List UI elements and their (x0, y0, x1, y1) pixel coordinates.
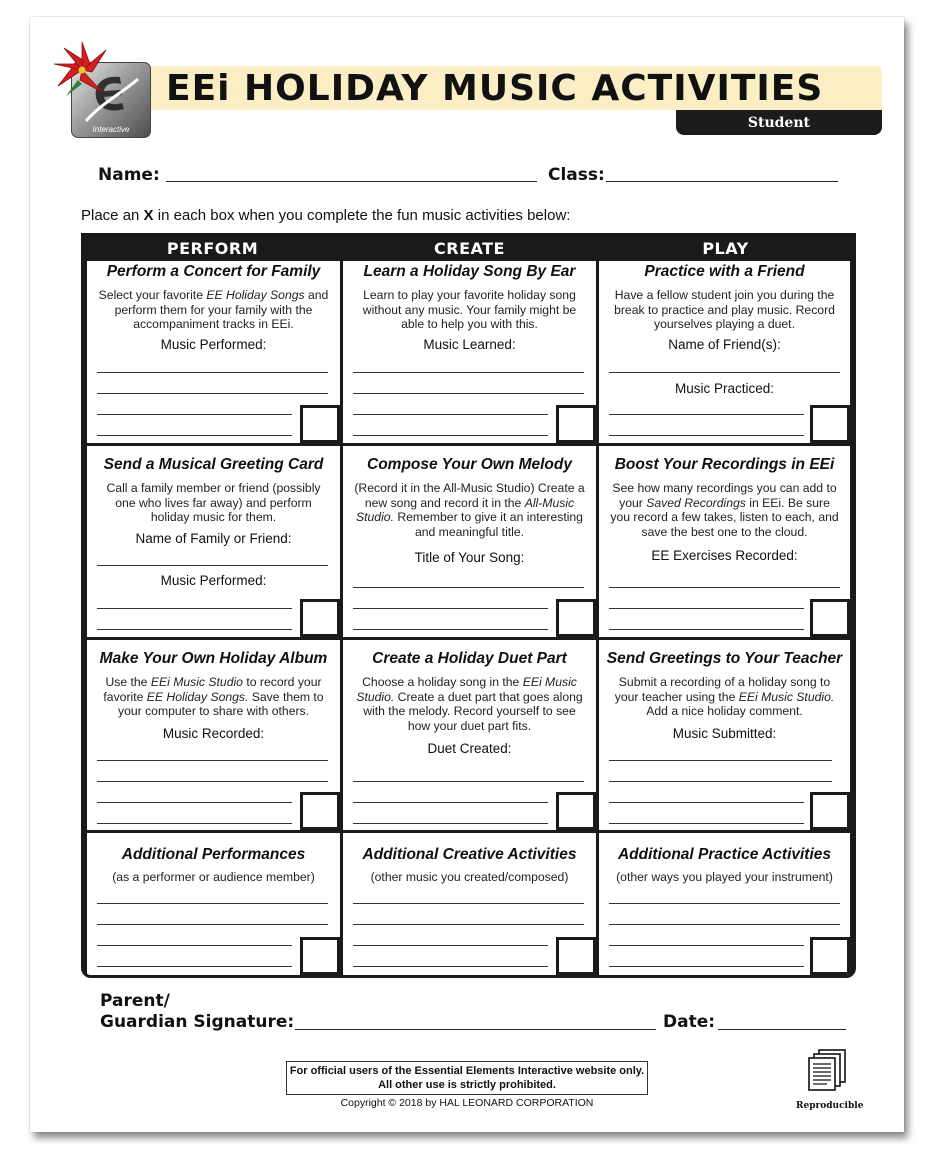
write-line[interactable] (353, 372, 584, 373)
activity-cell (343, 446, 596, 637)
activity-title: Send a Musical Greeting Card (103, 456, 324, 473)
date-label: Date: (663, 1012, 716, 1032)
column-header-create: CREATE (434, 239, 505, 258)
write-line[interactable] (353, 781, 584, 782)
desc-part: Add a nice holiday comment. (646, 704, 803, 719)
write-line[interactable] (609, 966, 804, 967)
poinsettia-icon (52, 40, 112, 100)
completion-checkbox[interactable] (300, 405, 340, 443)
usage-notice (286, 1061, 648, 1095)
write-line[interactable] (353, 435, 548, 436)
desc-italic: EEi Music Studio. (356, 675, 577, 704)
desc-italic: All-Music Studio. (356, 495, 575, 525)
usage-notice-line2: All other use is strictly prohibited. (378, 1079, 556, 1091)
desc-part: in EEi. Be sure you record a few takes, listen to each, and save the best one to the cloud. (610, 495, 839, 539)
activity-cell (599, 833, 850, 975)
completion-checkbox[interactable] (300, 792, 340, 830)
activity-description (353, 481, 586, 539)
write-line[interactable] (353, 945, 548, 946)
name-field[interactable] (166, 181, 537, 182)
column-header-play: PLAY (702, 239, 749, 258)
write-line[interactable] (97, 903, 328, 904)
write-line[interactable] (97, 924, 328, 925)
desc-part: Remember to give it an interesting and meaningful title. (393, 510, 583, 539)
reproducible-label: Reproducible (796, 1101, 864, 1111)
activity-title: Compose Your Own Melody (367, 456, 572, 473)
activity-title: Additional Performances (121, 846, 306, 863)
completion-checkbox[interactable] (556, 937, 596, 975)
activity-description (353, 675, 586, 733)
guardian-signature-label: Guardian Signature: (100, 1012, 295, 1032)
write-line[interactable] (609, 924, 840, 925)
desc-part: and perform them for your family with the accompaniment tracks in EEi. (114, 288, 329, 332)
activity-cell (343, 640, 596, 830)
write-line[interactable] (353, 903, 584, 904)
write-line[interactable] (97, 823, 292, 824)
write-line[interactable] (97, 414, 292, 415)
write-line[interactable] (353, 608, 548, 609)
desc-part: Use the (105, 675, 151, 689)
class-field[interactable] (606, 181, 838, 182)
activity-title: Boost Your Recordings in EEi (614, 456, 835, 473)
desc-italic: EE Holiday Songs (206, 288, 305, 302)
write-line[interactable] (97, 966, 292, 967)
completion-checkbox[interactable] (810, 792, 850, 830)
completion-checkbox[interactable] (810, 937, 850, 975)
write-line[interactable] (97, 372, 328, 373)
completion-checkbox[interactable] (300, 937, 340, 975)
desc-part: See how many recordings you can add to your (612, 481, 837, 510)
date-field[interactable] (718, 1029, 846, 1030)
activity-field-label: Music Learned: (423, 337, 516, 352)
instructions-mark: X (143, 207, 154, 224)
desc-part: Create a duet part that goes along with the melody. Record yourself to see how your duet part fits. (363, 689, 583, 733)
completion-checkbox[interactable] (556, 599, 596, 637)
completion-checkbox[interactable] (556, 405, 596, 443)
write-line[interactable] (609, 372, 840, 373)
usage-notice-line1: For official users of the Essential Elements Interactive website only. (289, 1065, 645, 1077)
write-line[interactable] (353, 393, 584, 394)
write-line[interactable] (97, 435, 292, 436)
completion-checkbox[interactable] (300, 599, 340, 637)
write-line[interactable] (609, 414, 804, 415)
activity-cell (343, 833, 596, 975)
activity-title: Create a Holiday Duet Part (372, 650, 567, 667)
activity-description (97, 288, 330, 332)
activity-field-label: Duet Created: (427, 741, 512, 756)
write-line[interactable] (353, 629, 548, 630)
write-line[interactable] (609, 823, 804, 824)
activity-cell (87, 640, 340, 830)
write-line[interactable] (97, 802, 292, 803)
desc-part: Submit a recording of a holiday song to your teacher using the (614, 675, 831, 704)
activity-field-label: Name of Friend(s): (668, 337, 781, 352)
activity-field-label: Music Performed: (160, 573, 267, 588)
write-line[interactable] (609, 945, 804, 946)
write-line[interactable] (609, 608, 804, 609)
desc-part: (Record it in the All-Music Studio) Create a new song and record it in the (354, 481, 585, 510)
parent-label: Parent/ (100, 991, 170, 1011)
grid-header (84, 236, 853, 261)
activity-description (609, 481, 840, 539)
desc-part: Save them to your computer to share with others. (117, 689, 324, 719)
completion-checkbox[interactable] (556, 792, 596, 830)
instructions-end: in each box when you complete the fun music activities below: (153, 207, 571, 224)
activity-cell (87, 261, 340, 443)
activity-description: (as a performer or audience member) (112, 870, 315, 884)
write-line[interactable] (97, 393, 328, 394)
write-line[interactable] (609, 435, 804, 436)
write-line[interactable] (353, 823, 548, 824)
instructions-start: Place an (81, 207, 144, 224)
write-line[interactable] (97, 945, 292, 946)
write-line[interactable] (609, 802, 804, 803)
activity-title: Additional Practice Activities (617, 846, 832, 863)
activity-field-label: EE Exercises Recorded: (651, 548, 798, 563)
activity-description: (other ways you played your instrument) (616, 870, 833, 884)
desc-italic: Saved Recordings (646, 495, 746, 510)
desc-part: Select your favorite (98, 288, 207, 302)
write-line[interactable] (353, 414, 548, 415)
activity-description: Learn to play your favorite holiday song without any music. Your family might be able to help you with this. (362, 288, 577, 332)
class-label: Class: (548, 165, 605, 185)
activity-cell (87, 833, 340, 975)
write-line[interactable] (97, 781, 328, 782)
activity-description: (other music you created/composed) (370, 870, 569, 884)
activity-field-label: Name of Family or Friend: (135, 531, 292, 546)
activity-cell (343, 261, 596, 443)
copy-pages-icon (805, 1048, 849, 1094)
activity-description: Have a fellow student join you during the break to practice and play music. Record yourselves playing a duet. (614, 288, 835, 332)
logo-text: Interactive (92, 125, 130, 134)
activity-title: Send Greetings to Your Teacher (606, 650, 843, 667)
write-line[interactable] (353, 587, 584, 588)
activity-field-label: Music Recorded: (162, 726, 265, 741)
activity-description: Call a family member or friend (possibly one who lives far away) and perform holiday music for them. (106, 481, 321, 525)
copyright: Copyright © 2018 by HAL LEONARD CORPORATION (340, 1097, 594, 1109)
desc-italic: EE Holiday Songs. (146, 689, 249, 704)
desc-part: Choose a holiday song in the (362, 675, 523, 689)
reproducible-badge (796, 1048, 864, 1111)
page-title: EEi HOLIDAY MUSIC ACTIVITIES (166, 68, 824, 109)
activity-description (609, 675, 840, 719)
write-line[interactable] (609, 760, 832, 761)
write-line[interactable] (97, 565, 328, 566)
activity-cell (599, 446, 850, 637)
name-label: Name: (98, 165, 160, 185)
activity-field-label: Title of Your Song: (414, 550, 525, 565)
activity-description (97, 675, 330, 719)
instructions (81, 207, 570, 224)
write-line[interactable] (353, 924, 584, 925)
activity-grid (81, 233, 856, 978)
activity-field-label: Music Performed: (160, 337, 267, 352)
write-line[interactable] (97, 760, 328, 761)
completion-checkbox[interactable] (810, 599, 850, 637)
signature-field[interactable] (295, 1029, 656, 1030)
write-line[interactable] (609, 629, 804, 630)
completion-checkbox[interactable] (810, 405, 850, 443)
student-tag: Student (676, 110, 882, 135)
write-line[interactable] (609, 781, 832, 782)
activity-cell (599, 261, 850, 443)
activity-title: Learn a Holiday Song By Ear (363, 263, 576, 280)
activity-title: Additional Creative Activities (362, 846, 577, 863)
write-line[interactable] (609, 587, 840, 588)
activity-title: Make Your Own Holiday Album (99, 650, 328, 667)
column-header-perform: PERFORM (166, 239, 259, 258)
activity-title: Perform a Concert for Family (106, 263, 321, 280)
desc-italic: EEi Music Studio. (738, 689, 835, 704)
activity-cell (87, 446, 340, 637)
write-line[interactable] (609, 903, 840, 904)
activity-title: Practice with a Friend (644, 263, 805, 280)
write-line[interactable] (97, 608, 292, 609)
activity-field-label: Music Practiced: (674, 381, 775, 396)
activity-field-label: Music Submitted: (672, 726, 777, 741)
activity-cell (599, 640, 850, 830)
write-line[interactable] (97, 629, 292, 630)
write-line[interactable] (353, 802, 548, 803)
desc-part: to record your favorite (103, 675, 322, 704)
desc-italic: EEi Music Studio (150, 675, 243, 689)
write-line[interactable] (353, 966, 548, 967)
